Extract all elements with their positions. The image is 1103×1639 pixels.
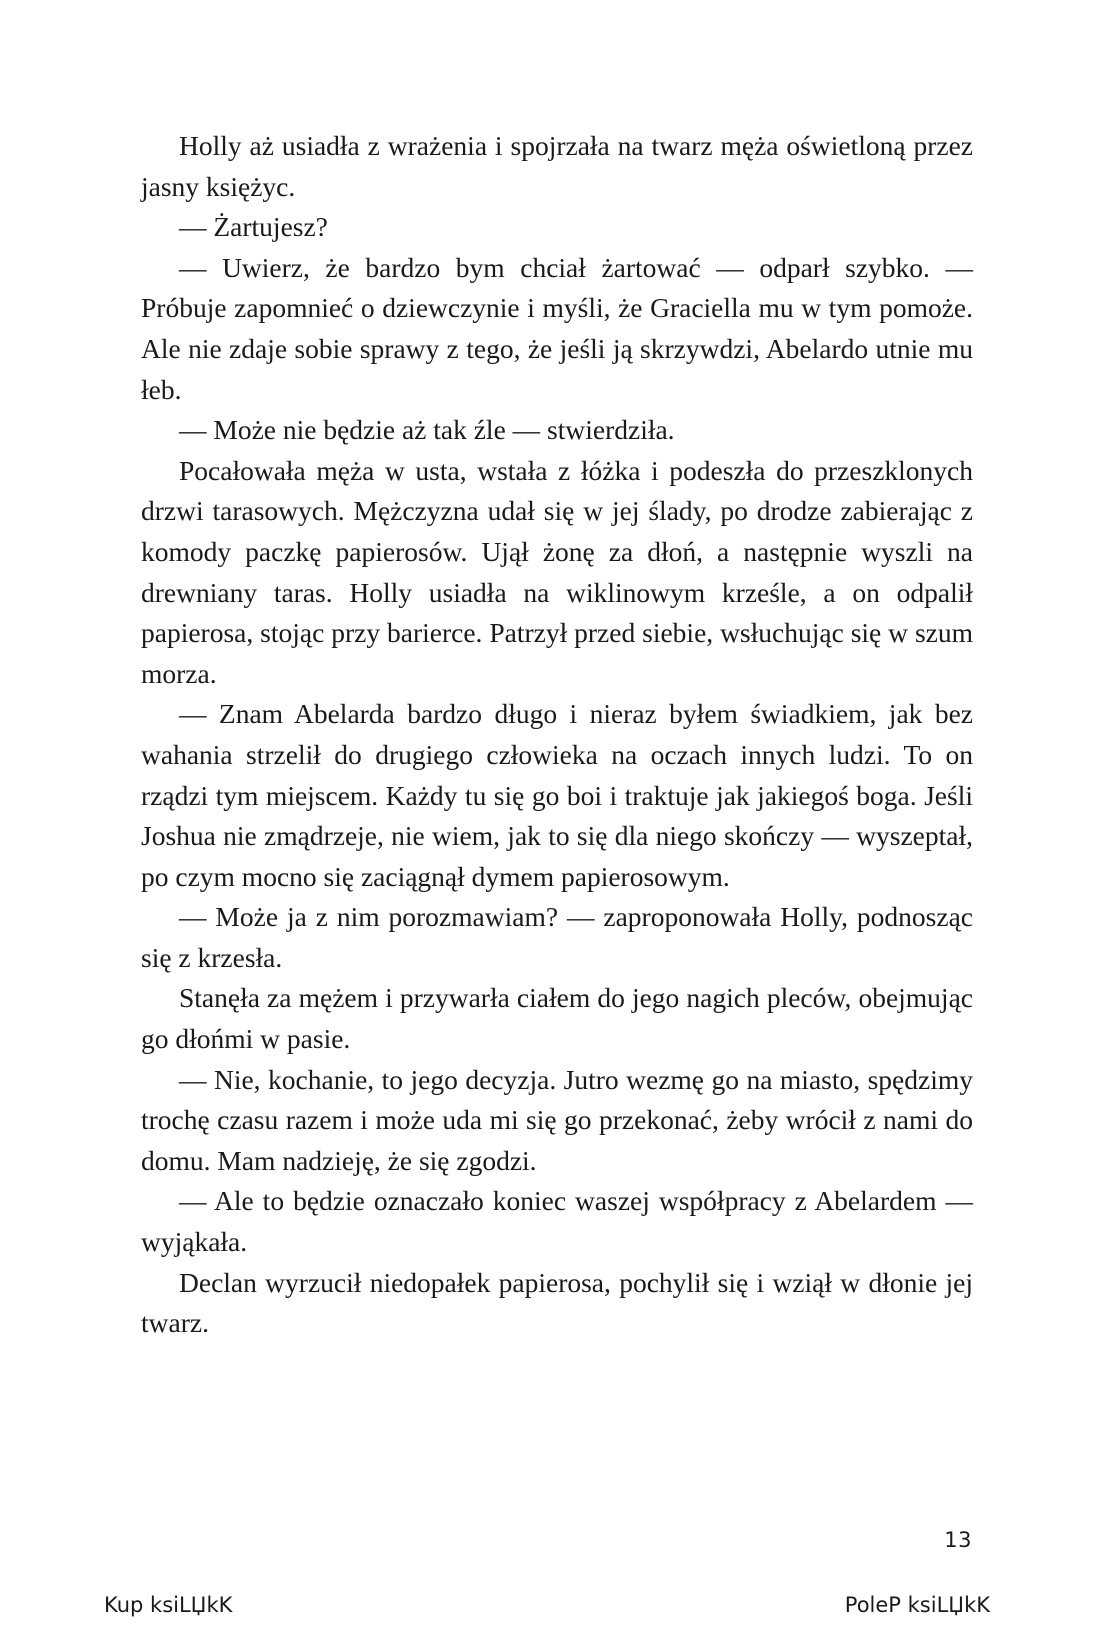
paragraph: — Może nie będzie aż tak źle — stwierdziła.	[179, 414, 675, 446]
paragraph: Stanęła za mężem i przywarła ciałem do jego nagich pleców, obejmując go dłońmi w pasie.	[141, 982, 973, 1055]
paragraph: Holly aż usiadła z wrażenia i spojrzała na twarz męża oświetloną przez jasny księżyc.	[141, 130, 973, 202]
paragraph: — Znam Abelarda bardzo długo i nieraz byłem świadkiem, jak bez wahania strzelił do drugiego człowieka na oczach innych ludzi. To on rządzi tym miejscem. Każdy tu się go boi i traktuje jak jakiegoś boga. Jeśli Joshua nie zmądrzeje, nie wiem, jak to się dla niego skończy — wyszeptał, po czym mocno się zaciągnął dymem papierosowym.	[141, 698, 973, 892]
buy-book-link[interactable]: Kup ksiLЏkK	[104, 1593, 233, 1617]
paragraph: — Może ja z nim porozmawiam? — zaproponowała Holly, podnosząc się z krzesła.	[141, 901, 973, 973]
body-text	[141, 126, 973, 1344]
paragraph: — Uwierz, że bardzo bym chciał żartować — odparł szybko. — Próbuje zapomnieć o dziewczynie i myśli, że Graciella mu w tym pomoże. Ale nie zdaje sobie sprawy z tego, że jeśli ją skrzywdzi, Abelardo utnie mu łeb.	[141, 251, 973, 405]
recommend-book-link[interactable]: PoleP ksiLЏkK	[844, 1593, 990, 1617]
paragraph: — Nie, kochanie, to jego decyzja. Jutro wezmę go na miasto, spędzimy trochę czasu razem i może uda mi się go przekonać, żeby wrócił z nami do domu. Mam nadzieję, że się zgodzi.	[141, 1063, 973, 1176]
paragraph: — Ale to będzie oznaczało koniec waszej współpracy z Abelardem — wyjąkała.	[141, 1185, 973, 1258]
page-number: 13	[944, 1528, 972, 1552]
paragraph: Pocałowała męża w usta, wstała z łóżka i podeszła do przeszklonych drzwi tarasowych. Mężczyzna udał się w jej ślady, po drodze zabierając z komody paczkę papierosów. Ujął żonę za dłoń, a następnie wyszli na drewniany taras. Holly usiadła na wiklinowym krześle, a on odpalił papierosa, stojąc przy barierce. Patrzył przed siebie, wsłuchując się w szum morza.	[141, 454, 973, 689]
paragraph: — Żartujesz?	[179, 211, 328, 243]
paragraph: Declan wyrzucił niedopałek papierosa, pochylił się i wziął w dłonie jej twarz.	[141, 1266, 973, 1339]
